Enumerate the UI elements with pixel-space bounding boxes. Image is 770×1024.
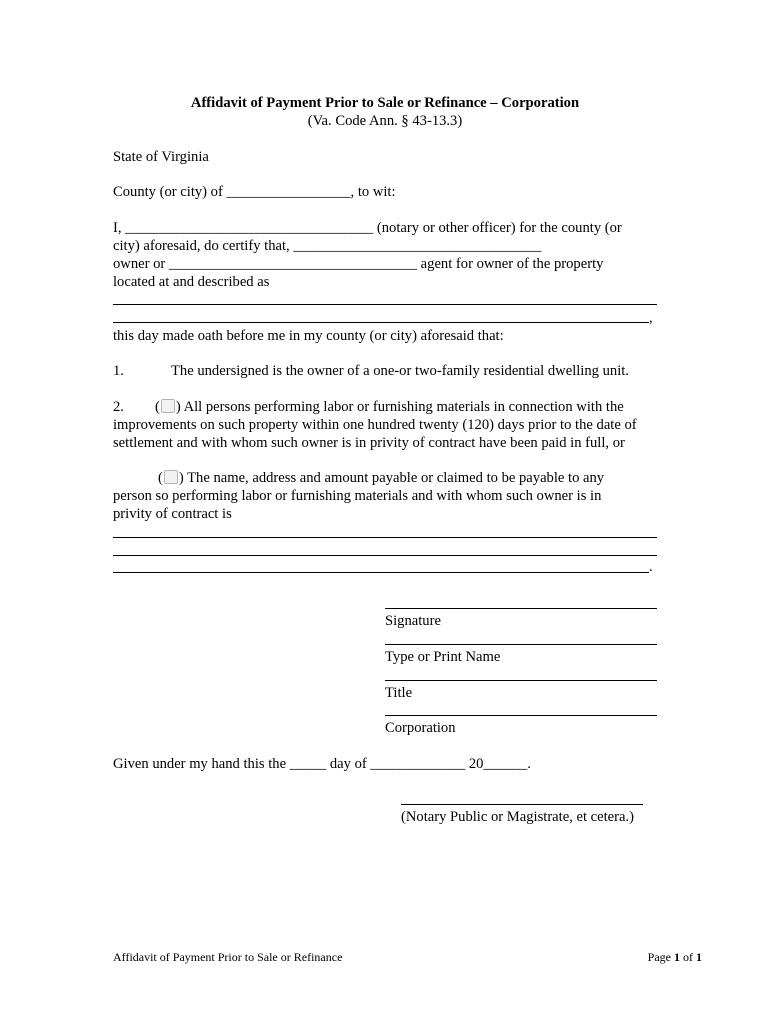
item-2-option-b-line-1 — [158, 469, 604, 487]
privity-details-line — [113, 537, 657, 538]
footer-page-total: 1 — [696, 950, 702, 964]
print-name-line — [385, 644, 657, 645]
privity-details-line — [113, 572, 649, 573]
title-line — [385, 680, 657, 681]
privity-details-period: . — [649, 559, 653, 575]
certification-line-4: located at and described as — [113, 274, 270, 290]
corporation-line — [385, 715, 657, 716]
footer-page-number — [648, 948, 702, 966]
document-title: Affidavit of Payment Prior to Sale or Refinance – Corporation — [190, 95, 580, 111]
corporation-label: Corporation — [385, 720, 456, 736]
footer-of-label: of — [683, 950, 693, 964]
notary-label: (Notary Public or Magistrate, et cetera.) — [401, 809, 635, 825]
state-line: State of Virginia — [113, 149, 209, 165]
option-a-paren: ( — [155, 399, 160, 415]
privity-details-line — [113, 555, 657, 556]
property-description-line — [113, 304, 657, 305]
title-label: Title — [385, 685, 413, 701]
item-2-option-a-line-1 — [155, 398, 624, 416]
option-a-checkbox[interactable] — [161, 399, 175, 413]
option-a-text: ) All persons performing labor or furnishing materials in connection with the — [175, 399, 624, 415]
county-line: County (or city) of _________________, to wit: — [113, 184, 396, 200]
signature-line — [385, 608, 657, 609]
item-2-option-a-line-3: settlement and with whom such owner is in privity of contract have been paid in full, or — [113, 435, 625, 451]
item-2-number: 2. — [113, 399, 124, 415]
certification-line-2: city) aforesaid, do certify that, __________________________________ — [113, 238, 542, 254]
item-2-option-b-line-3: privity of contract is — [113, 506, 232, 522]
item-2-option-a-line-2: improvements on such property within one hundred twenty (120) days prior to the date of — [113, 417, 637, 433]
item-2-option-b-line-2: person so performing labor or furnishing materials and with whom such owner is in — [113, 488, 602, 504]
item-1-number: 1. — [113, 363, 124, 379]
document-citation: (Va. Code Ann. § 43-13.3) — [307, 113, 463, 129]
footer-document-name: Affidavit of Payment Prior to Sale or Refinance — [113, 950, 343, 964]
signature-label: Signature — [385, 613, 441, 629]
footer-page-label: Page — [647, 950, 671, 964]
certification-line-1: I, __________________________________ (notary or other officer) for the county (or — [113, 220, 622, 236]
option-b-paren: ( — [158, 470, 163, 486]
oath-line: this day made oath before me in my county (or city) aforesaid that: — [113, 328, 504, 344]
given-under-hand-line: Given under my hand this the _____ day of _____________ 20______. — [113, 756, 531, 772]
item-1-text: The undersigned is the owner of a one-or two-family residential dwelling unit. — [171, 363, 629, 379]
print-name-label: Type or Print Name — [385, 649, 501, 665]
notary-signature-line — [401, 804, 643, 805]
certification-line-3: owner or __________________________________ agent for owner of the property — [113, 256, 604, 272]
option-b-checkbox[interactable] — [164, 470, 178, 484]
option-b-text: ) The name, address and amount payable or claimed to be payable to any — [178, 470, 605, 486]
property-description-comma: , — [649, 310, 653, 326]
property-description-line — [113, 322, 649, 323]
footer-page-current: 1 — [674, 950, 680, 964]
